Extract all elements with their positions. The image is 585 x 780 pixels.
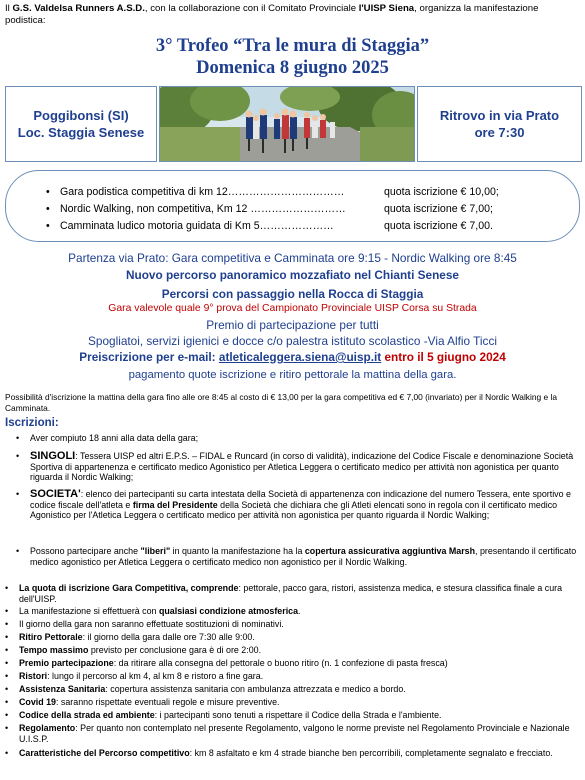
- late-registration-note: Possibilità d'iscrizione la mattina della gara fino alle ore 8:45 al costo di € 13,00 per la gara competitiva ed € 7,00 (invariato) per il Nordic Walking e la Camminata.: [5, 392, 558, 413]
- prize-note: Premio di partecipazione per tutti: [206, 318, 379, 332]
- list-item: [5, 671, 578, 682]
- liberi-text: , presentando il certificato medico agonistico per Atletica Leggera o certificato medico non agonistico per il Nordic Walking.: [30, 546, 577, 567]
- bullet-icon: •: [5, 632, 9, 642]
- bullet-icon: •: [5, 619, 9, 629]
- event-date: Domenica 8 giugno 2025: [196, 58, 389, 78]
- organizer-name: G.S. Valdelsa Runners A.S.D.: [12, 3, 145, 14]
- meeting-place: Ritrovo in via Prato: [439, 108, 560, 123]
- list-item: [5, 658, 578, 669]
- liberi-bold: copertura assicurativa aggiuntiva Marsh: [304, 546, 476, 556]
- registrations-heading: Iscrizioni:: [5, 417, 59, 429]
- item-label: Ritiro Pettorale: [19, 632, 83, 642]
- meeting-box: [417, 86, 582, 162]
- list-item: [16, 488, 578, 521]
- singoli-label: SINGOLI: [30, 450, 76, 462]
- bullet-icon: •: [46, 220, 50, 232]
- bullet-icon: •: [16, 546, 20, 556]
- fee-price: quota iscrizione € 10,00;: [384, 186, 499, 198]
- intro-text: Il: [5, 3, 13, 14]
- item-text: : il giorno della gara dalle ore 7:30 alle 9:00.: [82, 632, 255, 642]
- item-label: Assistenza Sanitaria: [19, 684, 106, 694]
- committee-name: l'UISP Siena: [358, 3, 415, 14]
- item-text: : km 8 asfaltato e km 4 strade bianche ben percorribili, completamente segnalato e frecciato.: [189, 748, 553, 758]
- liberi-text: in quanto la manifestazione ha la: [170, 546, 305, 556]
- email-link[interactable]: atleticaleggera.siena@uisp.it: [218, 350, 382, 364]
- item-text: : i partecipanti sono tenuti a rispettare il Codice della Strada e l'ambiente.: [154, 710, 442, 720]
- liberi-text: Possono partecipare anche: [30, 546, 141, 556]
- bullet-icon: •: [5, 684, 9, 694]
- fee-price: quota iscrizione € 7,00.: [384, 220, 493, 232]
- intro-text: , con la collaborazione con il Comitato Provinciale: [144, 3, 359, 14]
- fee-label: Camminata ludico motoria guidata di Km 5…………………: [60, 220, 334, 232]
- list-item-text: [30, 546, 578, 567]
- intro-paragraph: [5, 3, 579, 27]
- championship-note: Gara valevole quale 9° prova del Campionato Provinciale UISP Corsa su Strada: [108, 303, 477, 314]
- start-times: Partenza via Prato: Gara competitiva e Camminata ore 9:15 - Nordic Walking ore 8:45: [68, 251, 517, 265]
- list-item: [5, 645, 578, 656]
- item-text: La manifestazione si effettuerà con: [19, 606, 159, 616]
- item-text: : pettorale, pacco gara, ristori, assistenza medica, e stesura classifica finale a cura dell'UISP.: [19, 583, 563, 604]
- services-note: Spogliatoi, servizi igienici e docce c/o palestra istituto scolastico -Via Alfio Ticci: [88, 334, 497, 348]
- bullet-icon: •: [5, 723, 9, 733]
- bullet-icon: •: [46, 186, 50, 198]
- runners-photo: [159, 86, 415, 162]
- bullet-icon: •: [16, 451, 20, 461]
- list-item: [16, 450, 578, 483]
- preregistration-deadline: entro il 5 giugno 2024: [381, 350, 506, 364]
- list-item: [5, 632, 578, 643]
- item-text: : lungo il percorso al km 4, al km 8 e ristoro a fine gara.: [47, 671, 264, 681]
- item-text: : copertura assistenza sanitaria con ambulanza attrezzata e medico a bordo.: [105, 684, 406, 694]
- list-item-text: [30, 451, 578, 483]
- singoli-text: : Tessera UISP ed altri E.P.S. – FIDAL e Runcard (in corso di validità), indicazione del Codice Fiscale e denominazione Società Sportiva di appartenenza e certificato medico Agonistico per Atletica Leggera o certificato medico per attività non agonistica per quanto riguarda il Nordic Walking;: [30, 451, 574, 483]
- item-label: La quota di iscrizione Gara Competitiva, comprende: [19, 583, 239, 593]
- list-item: [16, 433, 578, 444]
- list-item-text: [30, 489, 578, 521]
- location-city: Poggibonsi (SI): [33, 108, 129, 123]
- societa-bold: firma del Presidente: [132, 499, 218, 510]
- bullet-icon: •: [5, 710, 9, 720]
- item-text: .: [298, 606, 301, 616]
- bullet-icon: •: [5, 606, 9, 616]
- item-text: : saranno rispettate eventuali regole e misure preventive.: [56, 697, 280, 707]
- list-item-text: Aver compiuto 18 anni alla data della gara;: [30, 433, 199, 443]
- item-text: Il giorno della gara non saranno effettuate sostituzioni di nominativi.: [19, 619, 284, 629]
- list-item: [5, 606, 578, 617]
- bullet-icon: •: [46, 203, 50, 215]
- fees-panel: [5, 170, 580, 242]
- list-item: [5, 619, 578, 630]
- item-label: Caratteristiche del Percorso competitivo: [19, 748, 190, 758]
- item-label: Tempo massimo: [19, 645, 89, 655]
- bullet-icon: •: [5, 645, 9, 655]
- list-item: [5, 723, 578, 744]
- societa-text: : elenco dei partecipanti su carta intestata della Società di appartenenza con indicazione del numero Tessera, ente sportivo e codice fiscale dell'atleta e: [30, 489, 571, 510]
- bullet-icon: •: [5, 658, 9, 668]
- item-text: previsto per conclusione gara è di ore 2:00.: [88, 645, 262, 655]
- bullet-icon: •: [5, 671, 9, 681]
- item-label: Ristori: [19, 671, 48, 681]
- meeting-time: ore 7:30: [474, 125, 525, 140]
- liberi-bold: "liberi": [140, 546, 171, 556]
- event-title: 3° Trofeo “Tra le mura di Staggia”: [155, 36, 430, 56]
- preregistration: [0, 350, 585, 364]
- item-text: : Per quanto non contemplato nel presente Regolamento, valgono le norme previste nel Regolamento Provinciale e Nazionale U.I.S.P.: [19, 723, 570, 744]
- list-item: [16, 546, 578, 567]
- item-label: Premio partecipazione: [19, 658, 114, 668]
- location-box: [5, 86, 157, 162]
- bullet-icon: •: [16, 489, 20, 499]
- preregistration-label: Preiscrizione per e-mail:: [79, 350, 219, 364]
- item-label: Covid 19: [19, 697, 56, 707]
- bullet-icon: •: [16, 433, 20, 443]
- item-label: Regolamento: [19, 723, 76, 733]
- list-item: [5, 697, 578, 708]
- societa-text: della Società che dichiara che gli Atleti elencati sono in regola con il certificato medico Agonistico per l'Atletica Leggera o certificato medico per attività non agonistica per quanto riguarda il Nordic Walking;: [30, 499, 558, 521]
- fee-label: Gara podistica competitiva di km 12……………………………: [60, 186, 345, 198]
- fee-label: Nordic Walking, non competitiva, Km 12 ………………………: [60, 203, 346, 215]
- list-item: [5, 684, 578, 695]
- list-item: [5, 583, 578, 604]
- fee-price: quota iscrizione € 7,00;: [384, 203, 493, 215]
- rocca-route: Percorsi con passaggio nella Rocca di Staggia: [161, 287, 424, 301]
- runners-photo-illustration: [160, 87, 414, 161]
- new-route: Nuovo percorso panoramico mozzafiato nel Chianti Senese: [125, 268, 459, 282]
- item-label: Codice della strada ed ambiente: [19, 710, 155, 720]
- societa-label: SOCIETA': [30, 488, 81, 500]
- bullet-icon: •: [5, 697, 9, 707]
- list-item: [5, 748, 578, 759]
- bullet-icon: •: [5, 583, 9, 593]
- item-bold: qualsiasi condizione atmosferica: [158, 606, 299, 616]
- bullet-icon: •: [5, 748, 9, 758]
- intro-text: , organizza la manifestazione podistica:: [5, 3, 539, 26]
- payment-note: pagamento quote iscrizione e ritiro pettorale la mattina della gara.: [128, 369, 457, 381]
- list-item: [5, 710, 578, 721]
- item-text: : da ritirare alla consegna del pettorale o buono ritiro (n. 1 confezione di pasta fresca): [113, 658, 448, 668]
- location-locality: Loc. Staggia Senese: [17, 125, 145, 140]
